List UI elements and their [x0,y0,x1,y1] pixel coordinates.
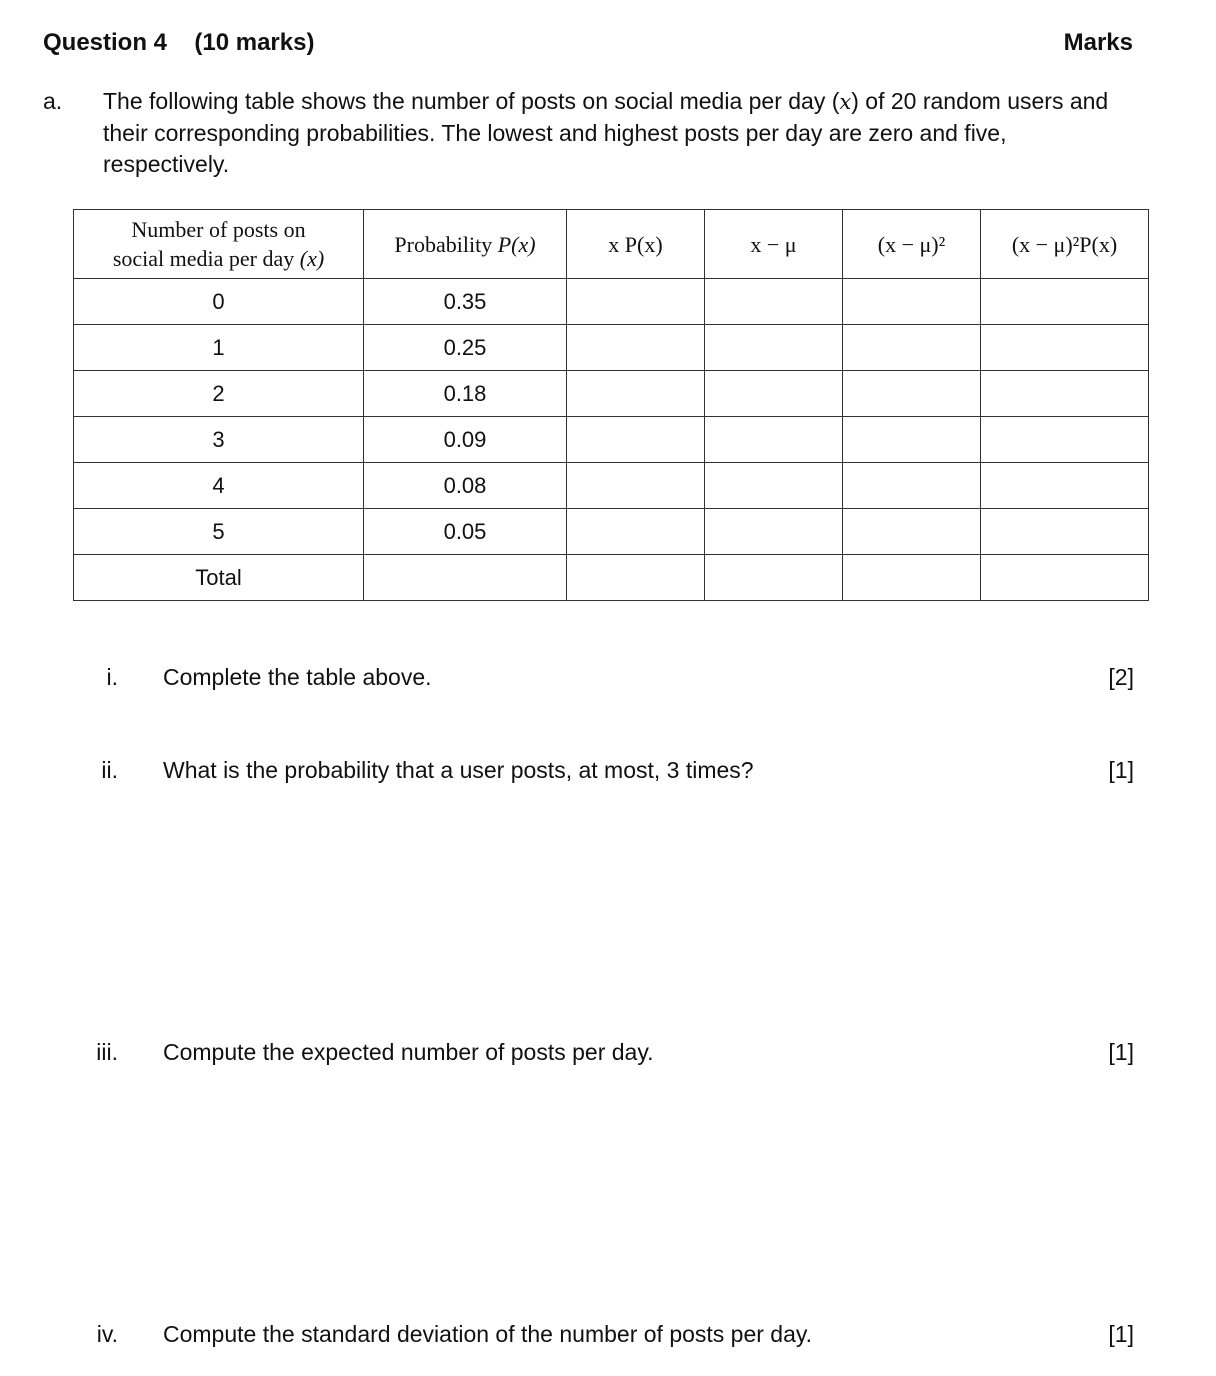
table-row [74,371,1149,417]
cell-empty [843,463,981,509]
cell-empty [364,555,567,601]
header-probability [364,210,567,279]
cell-empty [981,371,1149,417]
table-row [74,279,1149,325]
question-heading [43,29,314,57]
cell-empty [705,371,843,417]
table-row [74,509,1149,555]
header-posts-line2 [74,244,363,273]
cell-empty [567,463,705,509]
probability-table [73,209,1149,601]
subquestion-marks: [1] [1108,1039,1134,1065]
subquestion-number: i. [106,664,118,690]
subquestion-number: iii. [96,1039,118,1065]
header-posts-line2-text: social media per day [112,246,295,271]
cell-x: 2 [74,371,364,417]
table-header-row [74,210,1149,279]
subquestion-text: Complete the table above. [163,664,432,690]
cell-empty [981,509,1149,555]
cell-total-label: Total [74,555,364,601]
cell-x: 4 [74,463,364,509]
cell-empty [843,279,981,325]
cell-empty [705,463,843,509]
subquestion-marks: [1] [1108,757,1134,783]
cell-x: 1 [74,325,364,371]
cell-empty [981,555,1149,601]
subquestion-marks: [1] [1108,1321,1134,1347]
part-a-intro [103,86,1133,180]
cell-x: 3 [74,417,364,463]
cell-probability: 0.08 [364,463,567,509]
cell-empty [981,325,1149,371]
cell-empty [843,417,981,463]
subquestion-number: ii. [101,757,118,783]
header-deviation-squared: (x − μ)² [843,210,981,279]
cell-empty [843,371,981,417]
header-posts-line1: Number of posts on [131,217,306,242]
cell-empty [705,555,843,601]
table-total-row [74,555,1149,601]
cell-probability: 0.05 [364,509,567,555]
cell-probability: 0.18 [364,371,567,417]
subquestion-marks: [2] [1108,664,1134,690]
cell-empty [567,279,705,325]
cell-empty [981,463,1149,509]
intro-variable: x [839,90,852,114]
intro-text-end: ) of 20 random users and their corresponding probabilities. The lowest and highest posts per day are zero and five, respectively. [103,88,1109,177]
cell-empty [981,417,1149,463]
table-row [74,463,1149,509]
table-row [74,417,1149,463]
cell-probability: 0.09 [364,417,567,463]
subquestion-text: What is the probability that a user posts, at most, 3 times? [163,757,754,783]
cell-empty [705,509,843,555]
cell-x: 5 [74,509,364,555]
header-probability-var: P(x) [497,231,536,257]
header-x-minus-mu: x − μ [705,210,843,279]
cell-empty [705,325,843,371]
header-posts-var: (x) [299,246,325,271]
question-title: Question 4 [43,29,168,56]
cell-empty [567,417,705,463]
cell-empty [567,555,705,601]
cell-x: 0 [74,279,364,325]
cell-empty [843,555,981,601]
header-probability-label: Probability [394,231,493,257]
intro-text-start: The following table shows the number of posts on social media per day ( [103,88,840,114]
cell-empty [843,509,981,555]
cell-empty [705,417,843,463]
cell-probability: 0.25 [364,325,567,371]
question-total-marks: (10 marks) [194,29,315,56]
cell-empty [843,325,981,371]
header-weighted-deviation: (x − μ)²P(x) [981,210,1149,279]
cell-probability: 0.35 [364,279,567,325]
cell-empty [567,325,705,371]
part-a-label: a. [43,88,63,114]
cell-empty [981,279,1149,325]
subquestion-number: iv. [96,1321,118,1347]
cell-empty [705,279,843,325]
marks-column-label: Marks [1063,29,1133,56]
cell-empty [567,509,705,555]
header-posts-per-day [74,210,364,279]
header-x-times-p: x P(x) [567,210,705,279]
table-row [74,325,1149,371]
subquestion-text: Compute the standard deviation of the number of posts per day. [163,1321,813,1347]
cell-empty [567,371,705,417]
subquestion-text: Compute the expected number of posts per day. [163,1039,654,1065]
